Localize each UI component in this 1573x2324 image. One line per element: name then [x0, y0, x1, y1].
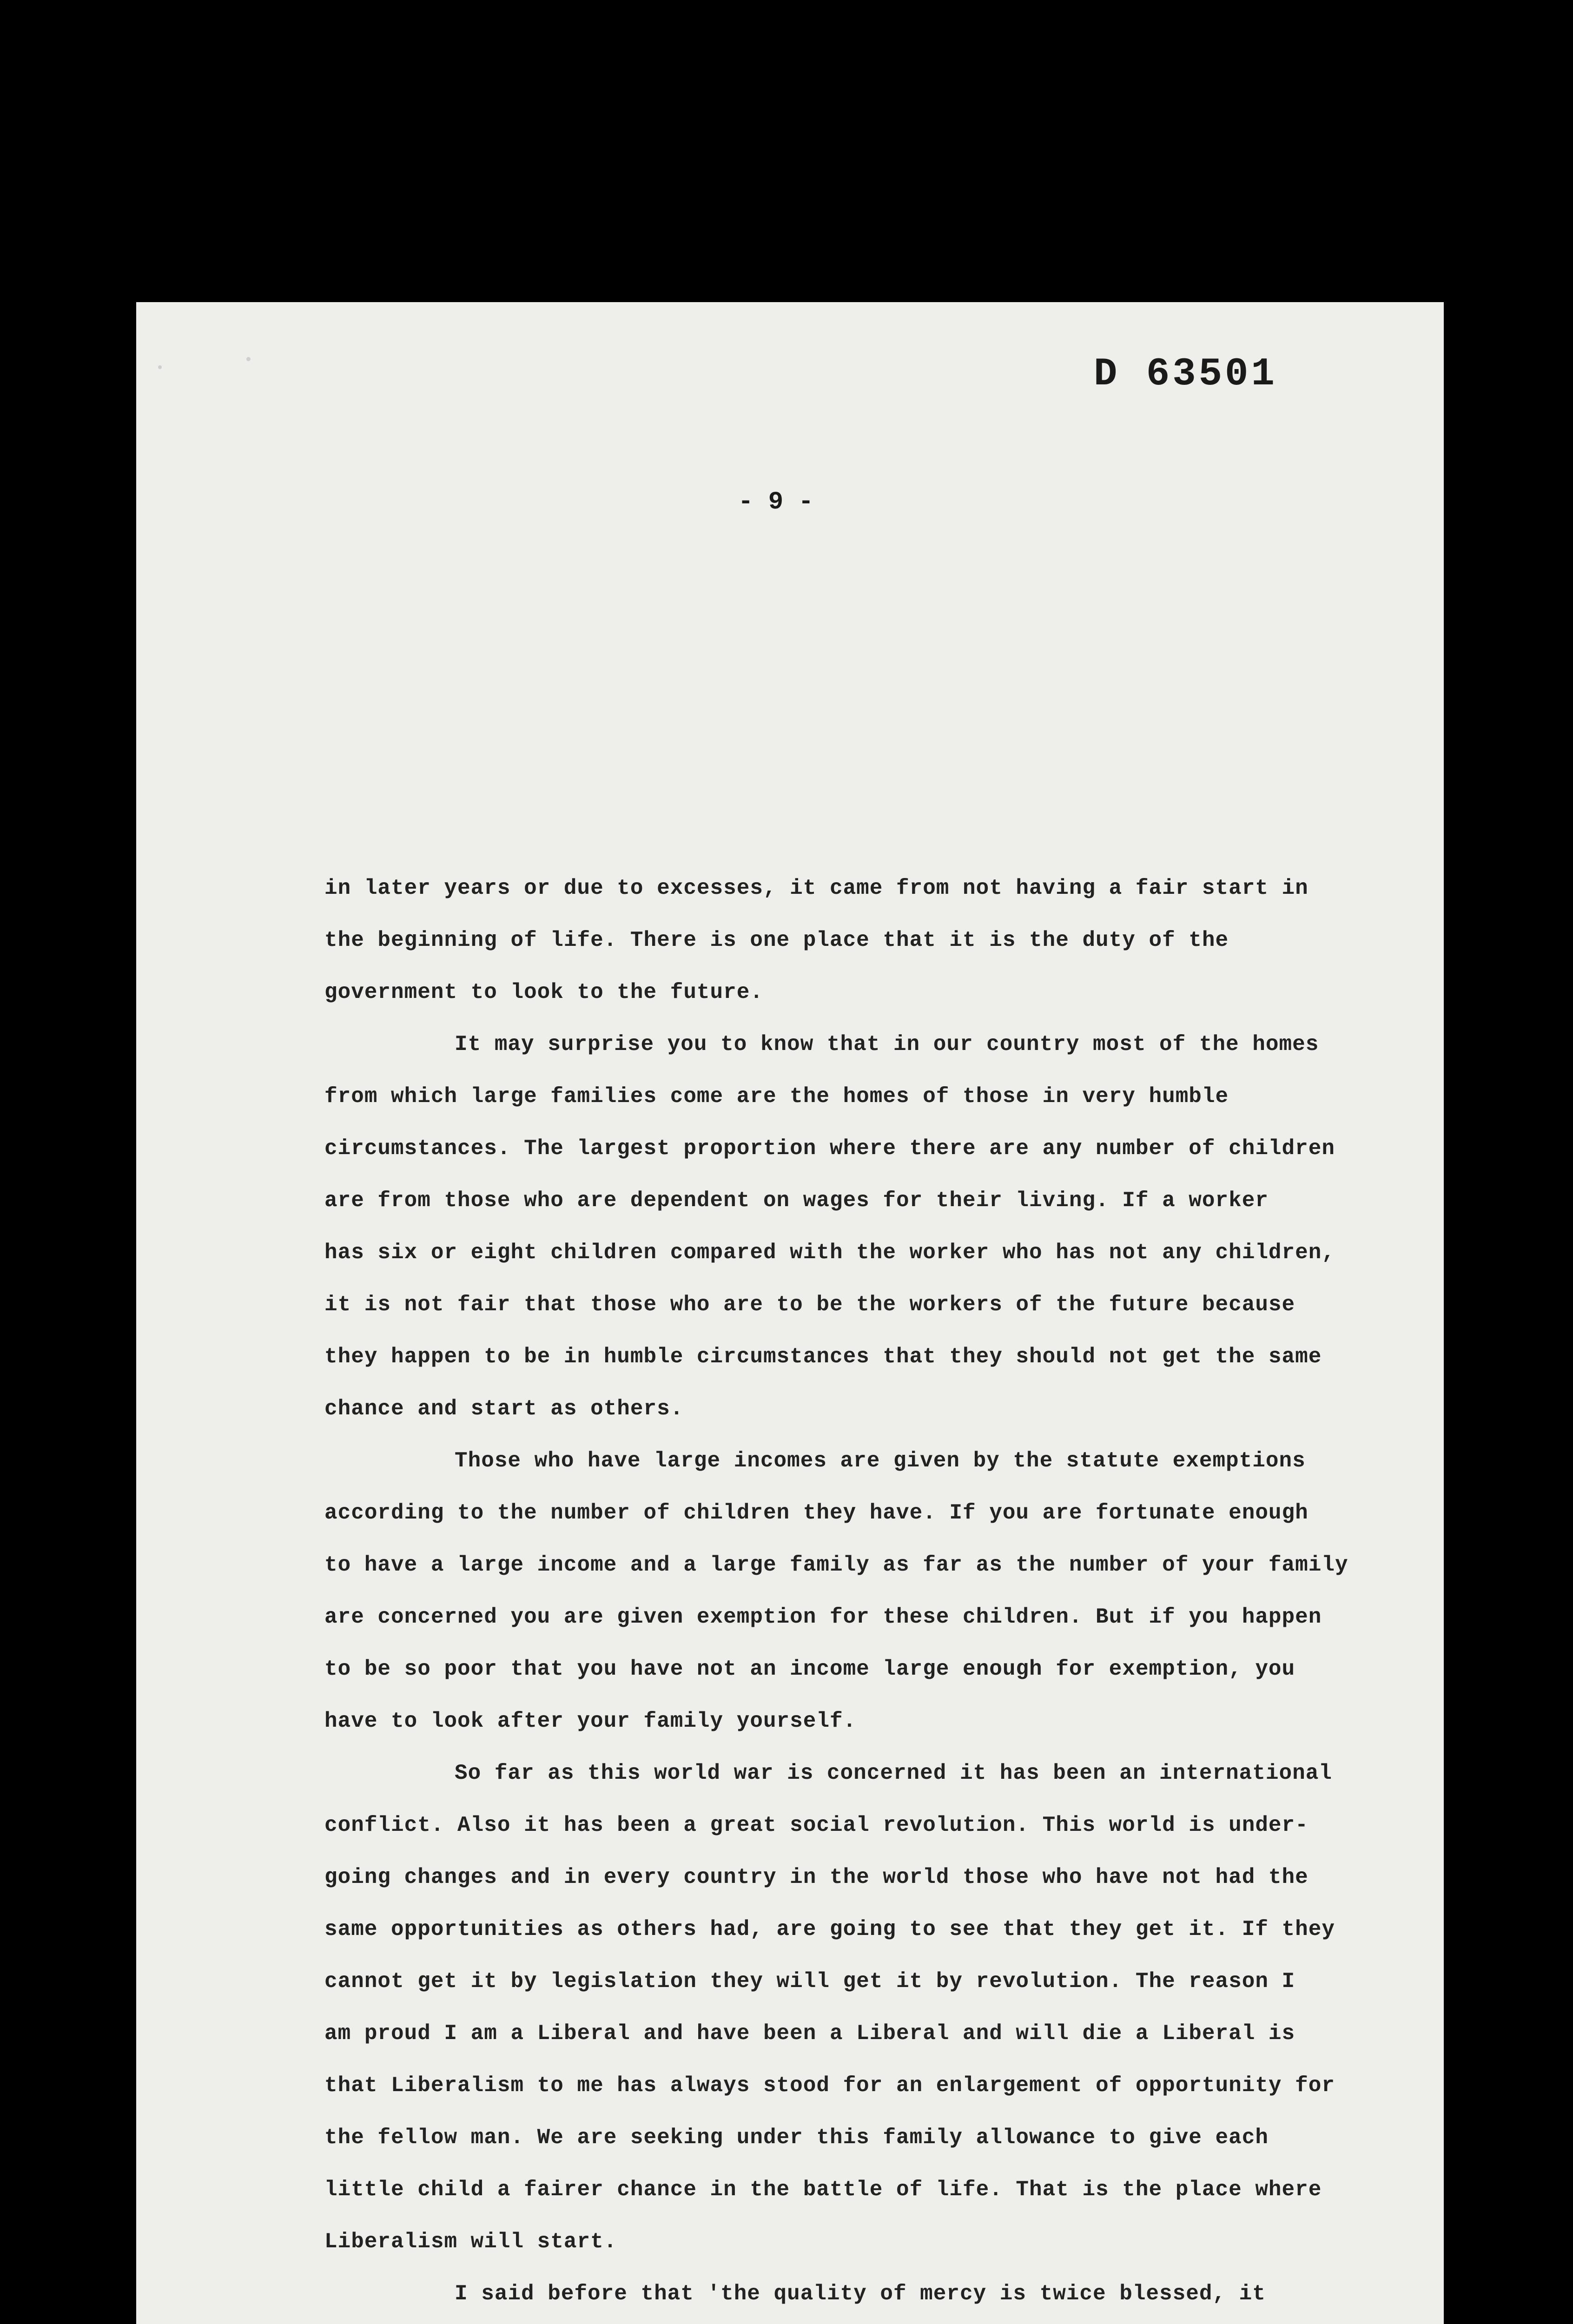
text-line: going changes and in every country in the world those who have not had the — [324, 1865, 1309, 1889]
text-line: government to look to the future. — [324, 980, 763, 1004]
text-line: chance and start as others. — [324, 1397, 684, 1421]
text-line: from which large families come are the homes of those in very humble — [324, 1084, 1229, 1109]
paragraph-first-line: Those who have large incomes are given by the statute exemptions — [455, 1449, 1306, 1473]
text-line: the beginning of life. There is one place that it is the duty of the — [324, 928, 1229, 952]
dust-speck — [158, 365, 162, 369]
text-line: it is not fair that those who are to be the workers of the future because — [324, 1293, 1295, 1317]
text-line: to be so poor that you have not an income large enough for exemption, you — [324, 1657, 1295, 1681]
dust-speck — [246, 357, 251, 361]
page-number: - 9 - — [738, 488, 814, 516]
text-line: to have a large income and a large family as far as the number of your family — [324, 1553, 1348, 1577]
text-line: the fellow man. We are seeking under this family allowance to give each — [324, 2126, 1269, 2150]
text-line: are from those who are dependent on wages for their living. If a worker — [324, 1188, 1269, 1213]
text-line: has six or eight children compared with the worker who has not any children, — [324, 1241, 1335, 1265]
text-line: same opportunities as others had, are going to see that they get it. If they — [324, 1917, 1335, 1941]
text-line: they happen to be in humble circumstances that they should not get the same — [324, 1345, 1322, 1369]
text-line: in later years or due to excesses, it came from not having a fair start in — [324, 876, 1309, 900]
text-line: that Liberalism to me has always stood for an enlargement of opportunity for — [324, 2073, 1335, 2098]
paragraph-first-line: It may surprise you to know that in our country most of the homes — [455, 1032, 1319, 1056]
text-line: Liberalism will start. — [324, 2230, 617, 2254]
text-line: little child a fairer chance in the battle of life. That is the place where — [324, 2178, 1322, 2202]
paragraph-first-line: So far as this world war is concerned it has been an international — [455, 1761, 1332, 1785]
text-line: have to look after your family yourself. — [324, 1709, 857, 1733]
document-number: D 63501 — [1094, 352, 1277, 396]
text-line: according to the number of children they have. If you are fortunate enough — [324, 1501, 1309, 1525]
text-line: are concerned you are given exemption for these children. But if you happen — [324, 1605, 1322, 1629]
paragraph-first-line: I said before that 'the quality of mercy is twice blessed, it — [455, 2282, 1266, 2306]
text-line: conflict. Also it has been a great social revolution. This world is under- — [324, 1813, 1309, 1837]
text-line: am proud I am a Liberal and have been a Liberal and will die a Liberal is — [324, 2021, 1295, 2046]
document-page — [136, 302, 1444, 2324]
text-line: cannot get it by legislation they will get it by revolution. The reason I — [324, 1969, 1295, 1994]
text-line: circumstances. The largest proportion where there are any number of children — [324, 1136, 1335, 1161]
